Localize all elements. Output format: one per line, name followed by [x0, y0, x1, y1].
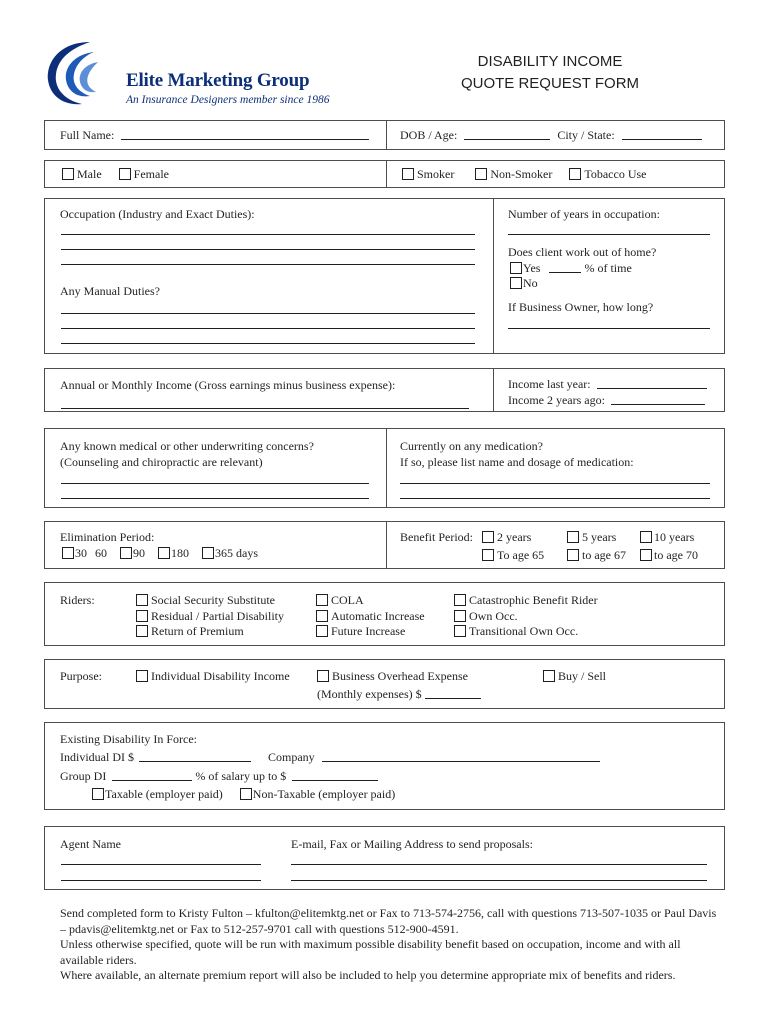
manual-line-2[interactable]	[61, 328, 475, 329]
city-state-field[interactable]	[622, 129, 702, 140]
purpose-individual-checkbox[interactable]	[136, 670, 148, 682]
work-home-label: Does client work out of home?	[508, 245, 657, 259]
brand-name: Elite Marketing Group	[126, 70, 310, 91]
benefit-period-label: Benefit Period:	[400, 530, 473, 544]
form-title-line2: QUOTE REQUEST FORM	[460, 75, 640, 92]
work-home-yes-label: Yes	[523, 261, 541, 275]
medical-line-2[interactable]	[61, 498, 369, 499]
elim-60-label: 60	[95, 546, 107, 560]
income-label: Annual or Monthly Income (Gross earnings minus business expense):	[60, 378, 396, 392]
purpose-buy-sell-label: Buy / Sell	[558, 669, 607, 683]
benefit-age70-checkbox[interactable]	[640, 549, 652, 561]
agent-contact-line-2[interactable]	[291, 880, 707, 881]
rider-transitional-label: Transitional Own Occ.	[469, 624, 579, 638]
elim-365-checkbox[interactable]	[202, 547, 214, 559]
rider-future-checkbox[interactable]	[316, 625, 328, 637]
elimination-label: Elimination Period:	[60, 530, 155, 544]
medical-line-1[interactable]	[61, 483, 369, 484]
city-state-label: City / State:	[557, 128, 615, 142]
purpose-individual-label: Individual Disability Income	[151, 669, 290, 683]
monthly-expenses-label: (Monthly expenses) $	[317, 687, 422, 701]
medication-list-label: If so, please list name and dosage of medication:	[400, 455, 634, 469]
benefit-5yr-checkbox[interactable]	[567, 531, 579, 543]
years-occupation-label: Number of years in occupation:	[508, 207, 660, 221]
elim-30-label: 30	[75, 546, 87, 560]
footer-alternate-note: Where available, an alternate premium report will also be included to help you determine appropriate mix of benefits and riders.	[60, 968, 676, 982]
income-last-year-label: Income last year:	[508, 377, 591, 391]
taxable-checkbox[interactable]	[92, 788, 104, 800]
benefit-10yr-label: 10 years	[654, 530, 695, 544]
purpose-boe-checkbox[interactable]	[317, 670, 329, 682]
benefit-5yr-label: 5 years	[582, 530, 617, 544]
non-taxable-checkbox[interactable]	[240, 788, 252, 800]
elim-90-checkbox[interactable]	[120, 547, 132, 559]
tobacco-label: Tobacco Use	[584, 167, 647, 181]
existing-label: Existing Disability In Force:	[60, 732, 197, 746]
agent-name-line-2[interactable]	[61, 880, 261, 881]
benefit-age67-checkbox[interactable]	[567, 549, 579, 561]
benefit-age65-checkbox[interactable]	[482, 549, 494, 561]
monthly-expenses-field[interactable]	[425, 688, 481, 699]
manual-line-1[interactable]	[61, 313, 475, 314]
footer-default-note: Unless otherwise specified, quote will be run with maximum possible disability benefit based on occupation, income and with all available riders.	[60, 937, 681, 967]
work-home-no-checkbox[interactable]	[510, 277, 522, 289]
salary-cap-field[interactable]	[292, 770, 378, 781]
female-label: Female	[133, 167, 169, 181]
rider-social-checkbox[interactable]	[136, 594, 148, 606]
elim-180-checkbox[interactable]	[158, 547, 170, 559]
non-smoker-checkbox[interactable]	[475, 168, 487, 180]
rider-rop-label: Return of Premium	[151, 624, 244, 638]
business-owner-label: If Business Owner, how long?	[508, 300, 654, 314]
medical-concerns-label: Any known medical or other underwriting concerns?	[60, 439, 314, 453]
rider-catastrophic-checkbox[interactable]	[454, 594, 466, 606]
purpose-buy-sell-checkbox[interactable]	[543, 670, 555, 682]
taxable-label: Taxable (employer paid)	[105, 787, 223, 801]
occupation-label: Occupation (Industry and Exact Duties):	[60, 207, 255, 221]
purpose-label: Purpose:	[60, 669, 102, 683]
full-name-label: Full Name:	[60, 128, 115, 142]
agent-name-line-1[interactable]	[61, 864, 261, 865]
benefit-age70-label: to age 70	[654, 548, 698, 562]
individual-di-field[interactable]	[139, 751, 251, 762]
rider-own-occ-label: Own Occ.	[469, 609, 518, 623]
medication-line-2[interactable]	[400, 498, 710, 499]
years-occupation-field[interactable]	[508, 234, 710, 235]
form-title-line1: DISABILITY INCOME	[477, 53, 623, 70]
business-owner-field[interactable]	[508, 328, 710, 329]
benefit-age65-label: To age 65	[497, 548, 545, 562]
full-name-field[interactable]	[121, 129, 369, 140]
elim-365-label: 365 days	[215, 546, 258, 560]
manual-duties-label: Any Manual Duties?	[60, 284, 160, 298]
rider-transitional-checkbox[interactable]	[454, 625, 466, 637]
medical-counseling-label: (Counseling and chiropractic are relevant)	[60, 455, 263, 469]
male-checkbox[interactable]	[62, 168, 74, 180]
company-field[interactable]	[322, 751, 600, 762]
rider-catastrophic-label: Catastrophic Benefit Rider	[469, 593, 598, 607]
medication-line-1[interactable]	[400, 483, 710, 484]
rider-future-label: Future Increase	[331, 624, 406, 638]
non-smoker-label: Non-Smoker	[490, 167, 553, 181]
smoker-label: Smoker	[417, 167, 455, 181]
elim-90-label: 90	[133, 546, 145, 560]
agent-name-label: Agent Name	[60, 837, 121, 851]
dob-age-field[interactable]	[464, 129, 550, 140]
benefit-10yr-checkbox[interactable]	[640, 531, 652, 543]
percent-time-label: % of time	[584, 261, 632, 275]
income-two-years-field[interactable]	[611, 394, 705, 405]
company-label: Company	[268, 750, 315, 764]
non-taxable-label: Non-Taxable (employer paid)	[252, 787, 396, 801]
agent-contact-line-1[interactable]	[291, 864, 707, 865]
dob-age-label: DOB / Age:	[400, 128, 458, 142]
rider-own-occ-checkbox[interactable]	[454, 610, 466, 622]
male-label: Male	[77, 167, 102, 181]
rider-auto-label: Automatic Increase	[331, 609, 425, 623]
pct-salary-label: % of salary up to $	[195, 769, 287, 783]
percent-time-field[interactable]	[549, 262, 581, 273]
rider-social-label: Social Security Substitute	[151, 593, 275, 607]
rider-auto-checkbox[interactable]	[316, 610, 328, 622]
income-two-years-label: Income 2 years ago:	[508, 393, 605, 407]
footer-send-instructions: Send completed form to Kristy Fulton – kfulton@elitemktg.net or Fax to 713-574-2756, call with questions 713-507-1035 or Paul Davis – pdavis@elitemktg.net or Fax to 512-257-9701 call with questions 512-900-4591.	[60, 906, 717, 936]
elim-180-label: 180	[171, 546, 189, 560]
agent-contact-label: E-mail, Fax or Mailing Address to send proposals:	[291, 837, 533, 851]
female-checkbox[interactable]	[119, 168, 131, 180]
manual-line-3[interactable]	[61, 343, 475, 344]
individual-di-label: Individual DI $	[60, 750, 134, 764]
income-field[interactable]	[61, 408, 469, 409]
work-home-no-label: No	[523, 276, 538, 290]
brand-tagline: An Insurance Designers member since 1986	[126, 94, 330, 106]
rider-cola-label: COLA	[331, 593, 364, 607]
rider-residual-label: Residual / Partial Disability	[151, 609, 284, 623]
occupation-line-1[interactable]	[61, 234, 475, 235]
work-home-yes-checkbox[interactable]	[510, 262, 522, 274]
rider-rop-checkbox[interactable]	[136, 625, 148, 637]
benefit-age67-label: to age 67	[582, 548, 626, 562]
income-last-year-field[interactable]	[597, 378, 707, 389]
occupation-line-2[interactable]	[61, 249, 475, 250]
elim-30-checkbox[interactable]	[62, 547, 74, 559]
riders-label: Riders:	[60, 593, 95, 607]
tobacco-checkbox[interactable]	[569, 168, 581, 180]
medication-label: Currently on any medication?	[400, 439, 543, 453]
group-di-field[interactable]	[112, 770, 192, 781]
occupation-line-3[interactable]	[61, 264, 475, 265]
smoker-checkbox[interactable]	[402, 168, 414, 180]
rider-residual-checkbox[interactable]	[136, 610, 148, 622]
purpose-boe-label: Business Overhead Expense	[332, 669, 468, 683]
benefit-2yr-checkbox[interactable]	[482, 531, 494, 543]
group-di-label: Group DI	[60, 769, 107, 783]
benefit-2yr-label: 2 years	[497, 530, 532, 544]
rider-cola-checkbox[interactable]	[316, 594, 328, 606]
